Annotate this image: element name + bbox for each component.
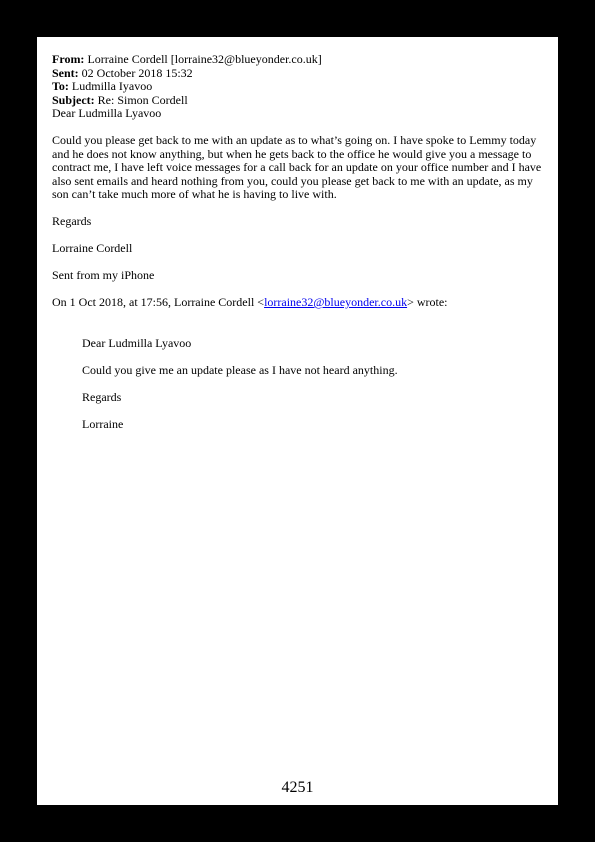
from-value: Lorraine Cordell [lorraine32@blueyonder.co.uk]: [84, 52, 322, 66]
subject-label: Subject:: [52, 92, 95, 107]
signature: Lorraine Cordell: [52, 241, 133, 255]
page-number: 4251: [281, 779, 314, 796]
quoted-message-text: Could you give me an update please as I have not heard anything.: [82, 362, 398, 377]
sent-from-device: Sent from my iPhone: [52, 268, 155, 282]
from-label: From:: [52, 52, 85, 66]
to-value: Ludmilla Iyavoo: [68, 79, 153, 93]
email-content: [52, 53, 544, 445]
quote-intro-suffix: > wrote:: [407, 295, 448, 309]
email-header: [52, 53, 544, 107]
quoted-message: [82, 337, 544, 432]
to-line: [52, 80, 544, 94]
quote-intro: [52, 296, 544, 310]
quote-intro-prefix: On 1 Oct 2018, at 17:56, Lorraine Cordell <: [52, 295, 265, 309]
quoted-salutation: Dear Ludmilla Lyavoo: [82, 335, 192, 350]
subject-line: [52, 94, 544, 108]
salutation: Dear Ludmilla Lyavoo: [52, 106, 162, 120]
quoted-regards: Regards: [82, 389, 122, 404]
sent-label: Sent:: [52, 65, 79, 80]
from-line: [52, 53, 544, 67]
subject-value: Re: Simon Cordell: [94, 92, 188, 107]
sent-line: [52, 67, 544, 81]
quoted-signature: Lorraine: [82, 416, 124, 431]
document-page: [37, 37, 558, 805]
regards: Regards: [52, 214, 92, 228]
to-label: To:: [52, 79, 69, 93]
email-link[interactable]: lorraine32@blueyonder.co.uk: [264, 295, 408, 309]
sent-value: 02 October 2018 15:32: [78, 65, 193, 80]
body-paragraph: Could you please get back to me with an update as to what’s going on. I have spoke to Lemmy today and he does not know anything, but when he gets back to the office he would give you a message to contract me, I have left voice messages for a call back for an update on your office number and I have also sent emails and heard nothing from you, could you please get back to me with an update, as my son can’t take much more of what he is having to live with.: [52, 133, 542, 201]
